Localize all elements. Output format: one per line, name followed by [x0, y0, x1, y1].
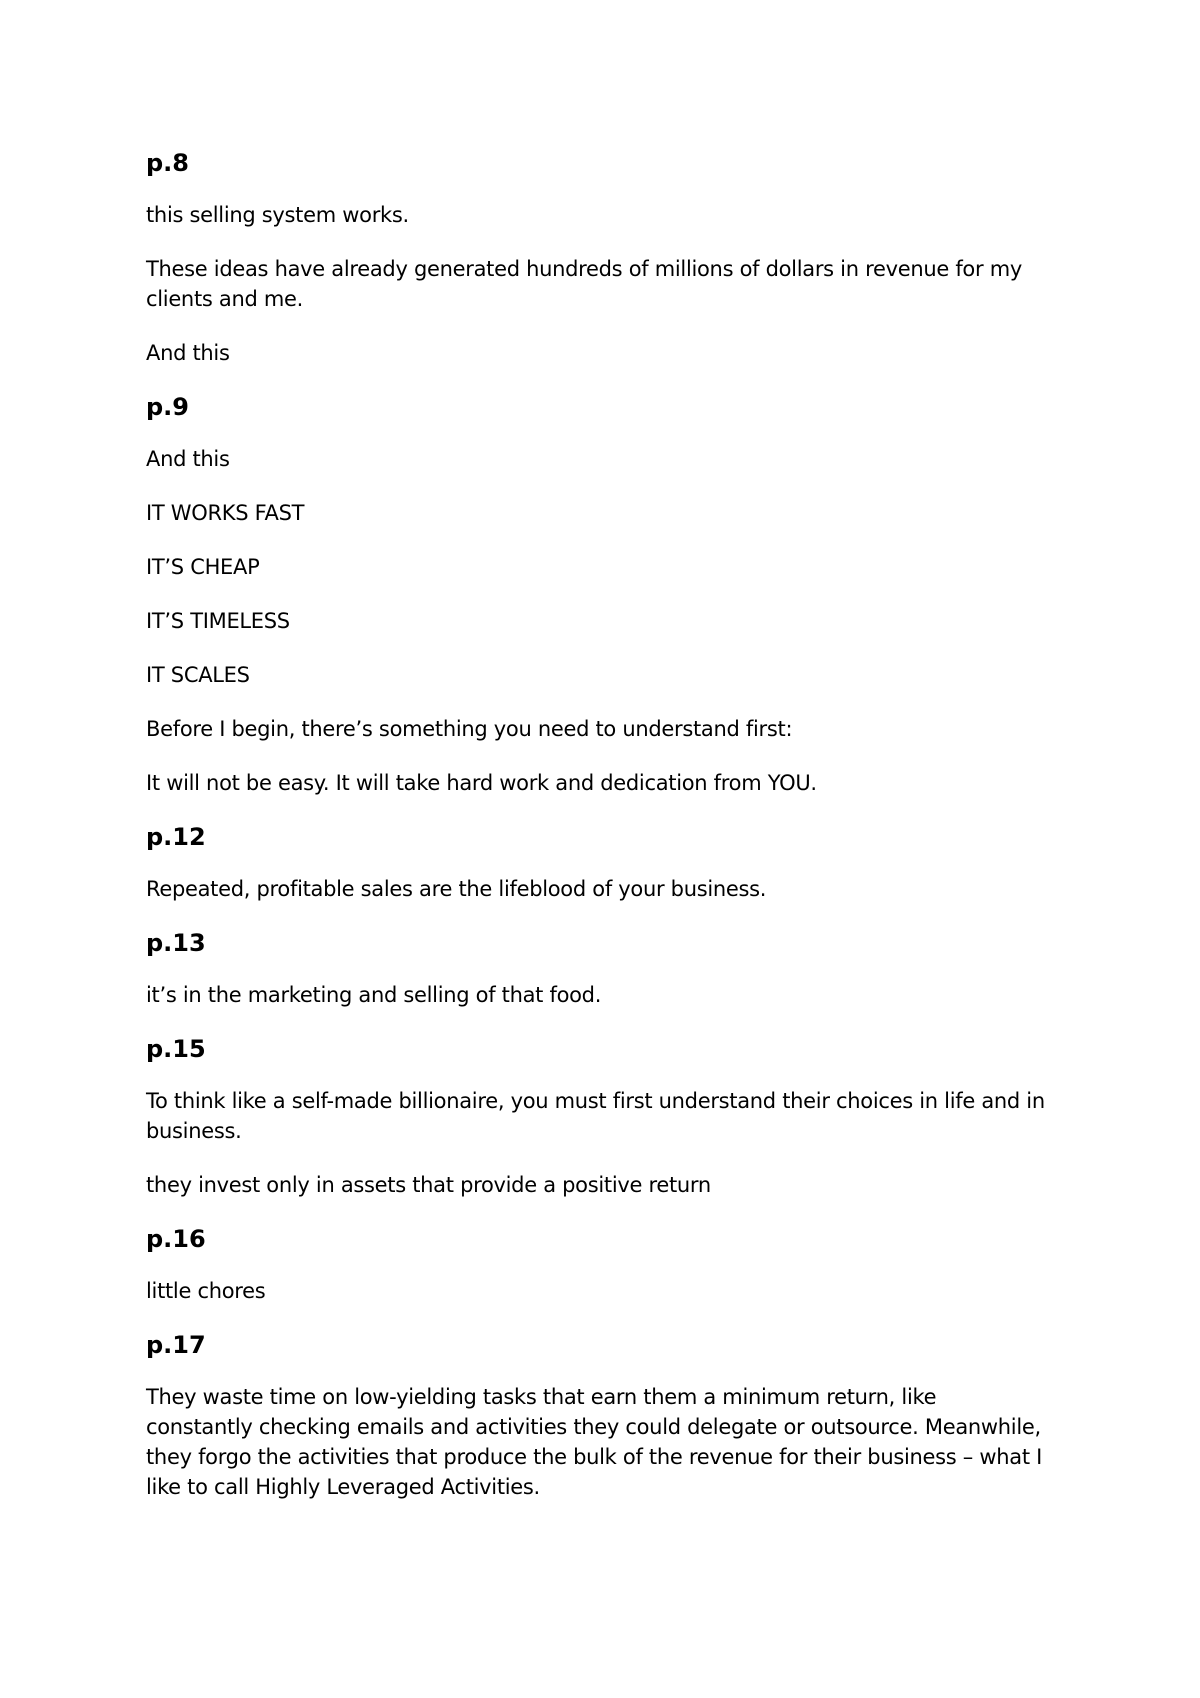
page-label: p.13	[146, 929, 206, 957]
paragraph: this selling system works.	[146, 203, 409, 227]
section-p8	[146, 148, 1046, 368]
paragraph: IT’S CHEAP	[146, 555, 260, 579]
paragraph: Repeated, profitable sales are the lifeblood of your business.	[146, 877, 767, 901]
paragraph: To think like a self-made billionaire, you must first understand their choices in life and in business.	[146, 1089, 1045, 1143]
paragraph: It will not be easy. It will take hard work and dedication from YOU.	[146, 771, 817, 795]
paragraph: IT WORKS FAST	[146, 501, 305, 525]
section-p13	[146, 928, 1046, 1010]
page-label: p.17	[146, 1331, 206, 1359]
section-p12	[146, 822, 1046, 904]
paragraph: little chores	[146, 1279, 266, 1303]
paragraph: They waste time on low-yielding tasks that earn them a minimum return, like constantly checking emails and activities they could delegate or outsource. Meanwhile, they forgo the activities that produce the bulk of the revenue for their business – what I like to call Highly Leveraged Activities.	[146, 1385, 1043, 1499]
page-label: p.15	[146, 1035, 206, 1063]
paragraph: it’s in the marketing and selling of that food.	[146, 983, 602, 1007]
paragraph: they invest only in assets that provide a positive return	[146, 1173, 711, 1197]
section-p17	[146, 1330, 1046, 1502]
page-label: p.9	[146, 393, 189, 421]
paragraph: IT’S TIMELESS	[146, 609, 290, 633]
page-label: p.8	[146, 149, 189, 177]
section-p15	[146, 1034, 1046, 1200]
paragraph: IT SCALES	[146, 663, 250, 687]
paragraph: Before I begin, there’s something you need to understand first:	[146, 717, 793, 741]
page-label: p.12	[146, 823, 206, 851]
page-label: p.16	[146, 1225, 206, 1253]
section-p16	[146, 1224, 1046, 1306]
paragraph: These ideas have already generated hundreds of millions of dollars in revenue for my clients and me.	[146, 257, 1022, 311]
section-p9	[146, 392, 1046, 798]
document-content	[146, 148, 1046, 1526]
paragraph: And this	[146, 341, 230, 365]
paragraph: And this	[146, 447, 230, 471]
